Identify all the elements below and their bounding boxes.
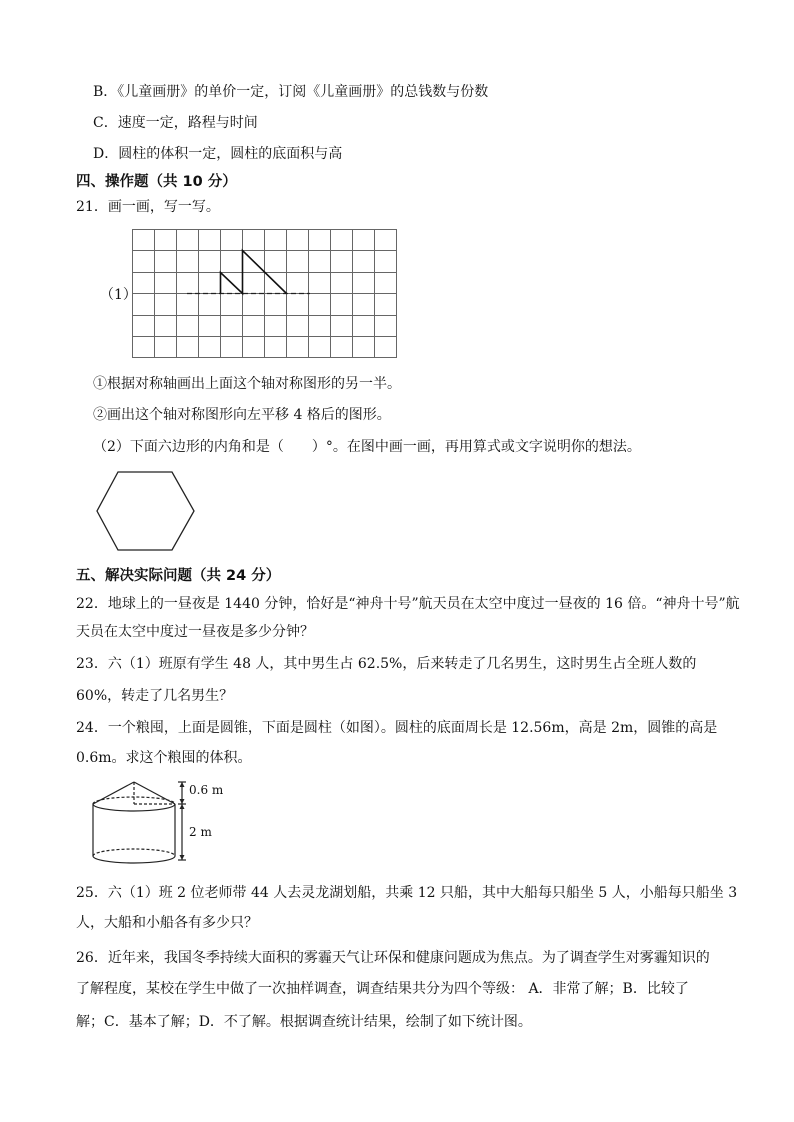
question-21-task1: ①根据对称轴画出上面这个轴对称图形的另一半。 [93, 376, 401, 392]
question-21-part2: （2）下面六边形的内角和是（ ）°。在图中画一画，再用算式或文字说明你的想法。 [93, 439, 641, 455]
cylinder-height-label: 2 m [189, 825, 212, 839]
section-five-heading: 五、解决实际问题（共 24 分） [76, 568, 281, 584]
question-21-task2: ②画出这个轴对称图形向左平移 4 格后的图形。 [93, 407, 391, 423]
question-26-line3: 解；C．基本了解；D．不了解。根据调查统计结果，绘制了如下统计图。 [76, 1014, 532, 1030]
option-b: B．《儿童画册》的单价一定，订阅《儿童画册》的总钱数与份数 [93, 84, 489, 100]
question-24-line2: 0.6m。求这个粮囤的体积。 [76, 750, 252, 766]
question-22-line2: 天员在太空中度过一昼夜是多少分钟？ [76, 624, 314, 640]
option-c: C．速度一定，路程与时间 [93, 115, 258, 131]
question-25-line1: 25．六（1）班 2 位老师带 44 人去灵龙湖划船，共乘 12 只船，其中大船每只船坐 5 人，小船每只船坐 3 [76, 885, 738, 901]
symmetry-grid-figure [132, 229, 398, 359]
section-four-heading: 四、操作题（共 10 分） [76, 174, 237, 190]
option-d: D．圆柱的体积一定，圆柱的底面积与高 [93, 146, 343, 162]
question-21-part1-label: （1） [100, 287, 137, 303]
hexagon-figure [94, 466, 198, 556]
question-26-line2: 了解程度，某校在学生中做了一次抽样调查，调查结果共分为四个等级： A．非常了解；B．比较了 [76, 981, 689, 997]
question-25-line2: 人，大船和小船各有多少只？ [76, 915, 258, 931]
question-23-line1: 23．六（1）班原有学生 48 人，其中男生占 62.5%，后来转走了几名男生，这时男生占全班人数的 [76, 656, 697, 672]
question-26-line1: 26．近年来，我国冬季持续大面积的雾霾天气让环保和健康问题成为焦点。为了调查学生对雾霾知识的 [76, 950, 710, 966]
question-21-stem: 21．画一画，写一写。 [76, 199, 220, 215]
granary-figure [90, 776, 240, 870]
question-23-line2: 60%，转走了几名男生？ [76, 688, 234, 704]
question-22-line1: 22．地球上的一昼夜是 1440 分钟，恰好是“神舟十号”航天员在太空中度过一昼夜的 16 倍。“神舟十号”航 [76, 596, 740, 612]
question-24-line1: 24．一个粮囤，上面是圆锥，下面是圆柱（如图）。圆柱的底面周长是 12.56m，高是 2m，圆锥的高是 [76, 720, 718, 736]
cone-height-label: 0.6 m [189, 783, 224, 797]
